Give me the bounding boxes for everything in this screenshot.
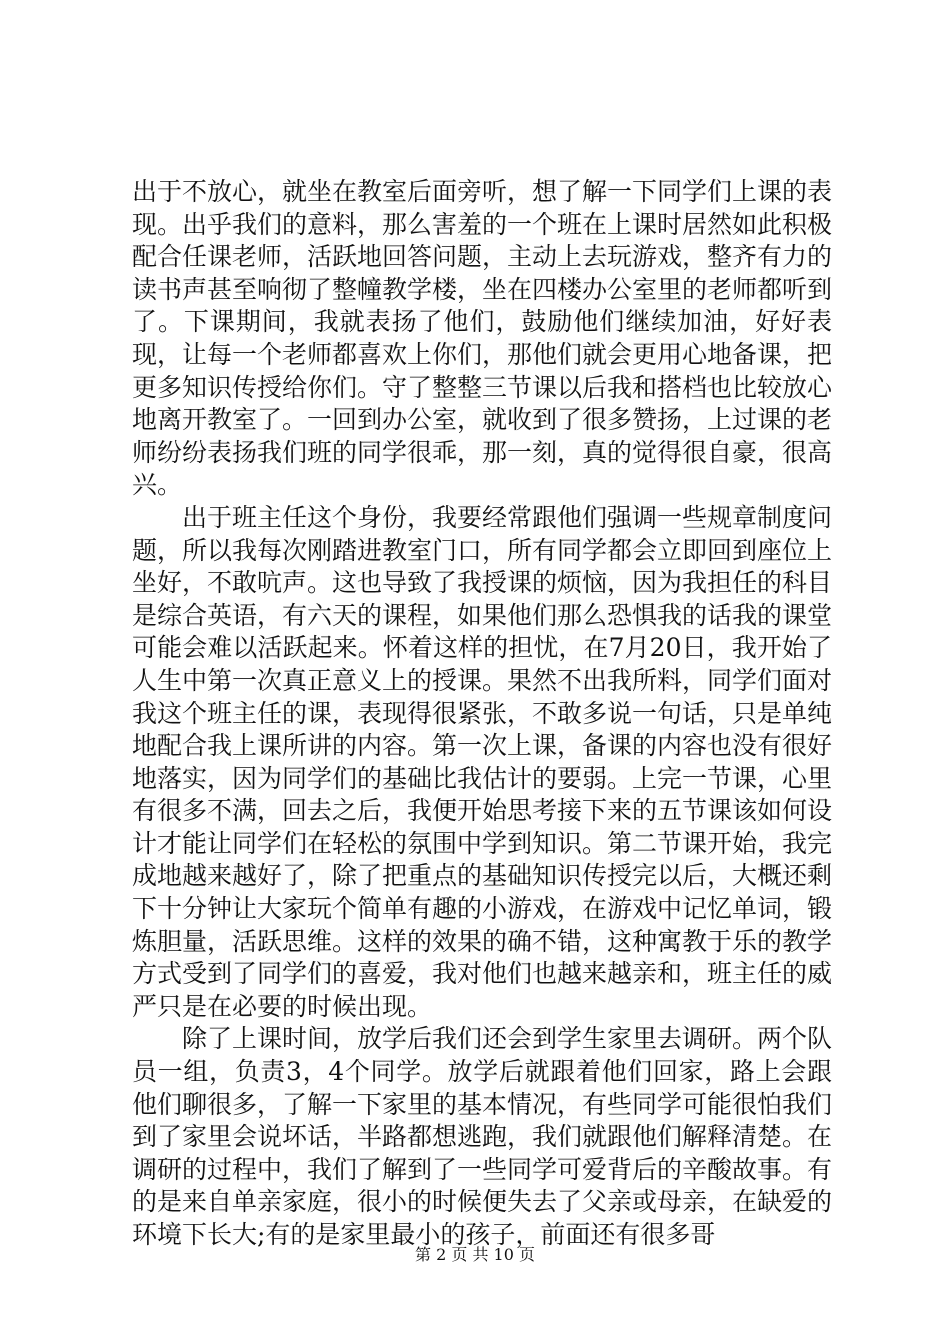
page-footer <box>0 1245 950 1265</box>
page-number-label: 第 2 页 共 10 页 <box>415 1245 535 1264</box>
paragraph-1: 出于不放心，就坐在教室后面旁听，想了解一下同学们上课的表现。出乎我们的意料，那么害羞的一个班在上课时居然如此积极配合任课老师，活跃地回答问题，主动上去玩游戏，整齐有力的读书声甚至响彻了整幢教学楼，坐在四楼办公室里的老师都听到了。下课期间，我就表扬了他们，鼓励他们继续加油，好好表现，让每一个老师都喜欢上你们，那他们就会更用心地备课，把更多知识传授给你们。守了整整三节课以后我和搭档也比较放心地离开教室了。一回到办公室，就收到了很多赞扬，上过课的老师纷纷表扬我们班的同学很乖，那一刻，真的觉得很自豪，很高兴。 <box>132 177 833 500</box>
body-text <box>132 176 832 1252</box>
paragraph-2: 出于班主任这个身份，我要经常跟他们强调一些规章制度问题，所以我每次刚踏进教室门口，所有同学都会立即回到座位上坐好，不敢吭声。这也导致了我授课的烦恼，因为我担任的科目是综合英语，有六天的课程，如果他们那么恐惧我的话我的课堂可能会难以活跃起来。怀着这样的担忧，在7月20日，我开始了人生中第一次真正意义上的授课。果然不出我所料，同学们面对我这个班主任的课，表现得很紧张，不敢多说一句话，只是单纯地配合我上课所讲的内容。第一次上课，备课的内容也没有很好地落实，因为同学们的基础比我估计的要弱。上完一节课，心里有很多不满，回去之后，我便开始思考接下来的五节课该如何设计才能让同学们在轻松的氛围中学到知识。第二节课开始，我完成地越来越好了，除了把重点的基础知识传授完以后，大概还剩下十分钟让大家玩个简单有趣的小游戏，在游戏中记忆单词，锻炼胆量，活跃思维。这样的效果的确不错，这种寓教于乐的教学方式受到了同学们的喜爱，我对他们也越来越亲和，班主任的威严只是在必要的时候出现。 <box>132 502 833 1021</box>
paragraph-3: 除了上课时间，放学后我们还会到学生家里去调研。两个队员一组，负责3，4个同学。放学后就跟着他们回家，路上会跟他们聊很多，了解一下家里的基本情况，有些同学可能很怕我们到了家里会说坏话，半路都想逃跑，我们就跟他们解释清楚。在调研的过程中，我们了解到了一些同学可爱背后的辛酸故事。有的是来自单亲家庭，很小的时候便失去了父亲或母亲，在缺爱的环境下长大;有的是家里最小的孩子，前面还有很多哥 <box>132 1024 833 1249</box>
